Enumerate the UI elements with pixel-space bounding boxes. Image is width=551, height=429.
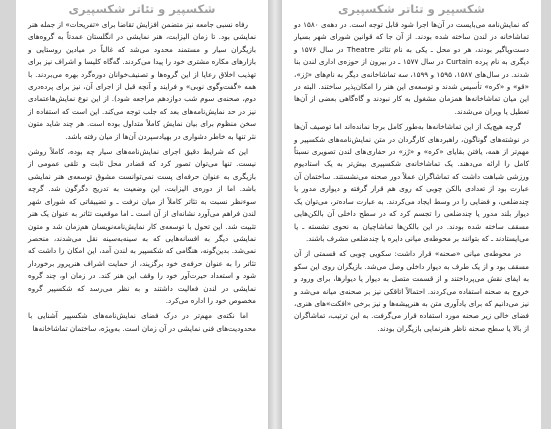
paragraph: رفاه نسبی جامعه نیز متضمن افزایش تقاضا برای «تفریحات» از جمله هنر نمایشی بود. تا زمان الیزابت، هنر نمایشی در انگلستان عمدتاً به گروه‌های بازیگران سیار و مستمند محدود می‌شد که غالباً در میادین روستایی و بازارهای مکاره مشتری خود را پیدا می‌کردند. گه‌گاه کلیسا و اشراف نیز برای تهذیب اخلاق رعایا از این گروه‌ها و تصنیف‌خوانان دوره‌گرد بهره می‌بردند. با همه «گفت‌وگوی نوبی» و فرایند و آنچه قبل از اجرای آن، نیز برای پرده‌دری دوم، صحنه‌ی سوم شب دوازدهم مراجعه شود). از این نوع نمایش‌هاعتمادی نیز در حد نمایش‌نامه‌های بعد که جلب توجه می‌کند. این است که استفاده از سخن منظوم برای بیان نمایش کاملاً متداول بوده است. هر چند شاید متون نثر تنها به خاطر دشواری در بهیادسپردن آن‌ها از میان رفته باشد. [28,20,256,141]
paragraph: اما نکته‌ی مهم‌تر در درک فضای نمایش‌نامه‌های شکسپیر آشنایی با محدودیت‌های فنی نمایشی در آن زمان است. به‌ویژه، ساختمان تماشاخانه‌ها [28,311,256,333]
page-right [282,0,541,429]
page-left [16,0,268,429]
running-head: شکسپیر و تئاتر شکسپیری [68,2,216,16]
paragraph: این که شرایط دقیق اجرای نمایش‌نامه‌های سیار چه بوده، کاملاً روشن نیست. تنها می‌توان تصور کرد که قضادر محل ثابت و تلقی عمومی از بازیگری به عنوان حرفه‌ای پست نمی‌توانست مشوق توسعه‌ی هنر نمایشی باشد. اما از دوره‌ی الیزابت، این وضعیت به تدریج دگرگون شد. گرچه سوء‌نظر نسبت به تئاتر کاملاً از میان نرفت ـ و تضییقاتی که شورای شهر لندن فراهم می‌آورد نشانه‌ای از آن است ـ اما موقعیت تئاتر به عنوان یک هنر تثبیت شد. این تحول با توسعه‌ی کار نمایش‌نامه‌نویسان هم‌زمان شد و متون نمایشی دیگر به افسانه‌هایی که به سینه‌به‌سینه نقل می‌شدند، منحصر نمی‌شد. بدین‌گونه، هنگامی که شکسپیر به لندن آمد، این امکان را داشت که تئاتر را به عنوان حرفه‌ی خود برگزیند، از حمایت اشراف هنرپرور برخوردار شود و استعداد حیرت‌آور خود را وقف این هنر کند. در زمان او، چند گروه نمایشی در لندن فعالیت داشتند و به نظر می‌رسد که شکسپیر گروه مخصوص خود را اداره می‌کرد. [28,147,256,305]
page-body [16,19,268,335]
running-head: شکسپیر و تئاتر شکسپیری [338,2,485,16]
page-body [282,19,541,335]
paragraph: در محوطه‌ی میانی «صحنه» قرار داشت: سکویی چوبی که قسمتی از آن مسقف بود و از یک طرف به دیوار داخلی وصل می‌شد. بازیگران روی این سکو به ایفای نقش می‌پرداختند و از قسمت متصل به دیوار یا دیوارها، برای ورود و خروج به صحنه استفاده می‌کردند. احتمالاً اتاقکی نیز بر صحنه‌ی میانه می‌شد و نیز می‌دانیم که برای یادآوری متن به هنرپیشه‌ها و نیز برخی «افکت‌»های هنری، فضای خالی زیر صحنه مورد استفاده قرار می‌گرفت. به این ترتیب، تماشاگران از بالا یا سطح صحنه ناظر هنرنمایی بازیگران بودند. [294,249,529,333]
paragraph: گرچه هیچ‌یک از این تماشاخانه‌ها به‌طور کامل برجا نمانده‌اند اما توصیف آن‌ها در نوشته‌های گوناگون، راهبردهای کارگردان در متن نمایش‌نامه‌های شکسپیر و مهم‌تر از همه، یافتن بقایای «کره» و «رُز» در حفاری‌های لندن تصویری نسبتاً کامل را ارائه می‌دهند. یک تماشاخانه‌ی شکسپیری بیش‌تر به یک استادیوم ورزشی شباهت داشت که تماشاگران عملاً دور صحنه می‌نشستند. ساختمان آن عبارت بود از تعدادی بالکن چوبی که روی هم قرار گرفته و دیواری مدور یا چندضلعی، و فضایی را در وسط ایجاد می‌کردند. به عبارت ساده‌تر، می‌توان یک دیوار بلند مدور یا چندضلعی را تجسم کرد که در سطح داخلی آن بالکن‌هایی مسقف ساخته شده بودند. در این بالکن‌ها تماشاچیان به نحوی نشسته ـ یا می‌ایستادند ـ که بتوانند بر محوطه‌ی میانی دایره یا چندضلعی مشرف باشند. [294,122,529,243]
paragraph: که نمایش‌نامه می‌بایست در آن‌ها اجرا شود قابل توجه است. در دهه‌ی ۱۵۸۰ دو تماشاخانه در لندن ساخته شده بودند. از آن جا که قوانین شورای شهر بسیار دست‌وپاگیر بودند، هر دو محل ـ یکی به نام تئاتر Theatre در سال ۱۵۷۶ و دیگری به نام پرده Curtain در سال ۱۵۷۷ ـ در بیرون از حوزه‌ی اداری لندن بنا شدند. در سال‌های ۱۵۸۷، ۱۵۹۵ و ۱۵۹۹، سه تماشاخانه‌ی دیگر به نام‌های «رُز»، «قو» و «کره» تأسیس شدند و توسعه‌ی این هنر را امکان‌پذیر ساختند. البته در این میان تماشاخانه‌ها همزمان مشغول به کار نبودند و گاه‌گاهی بعضی از آن‌ها تعطیل یا ویران می‌شدند. [294,20,529,116]
book-gutter [268,0,282,429]
